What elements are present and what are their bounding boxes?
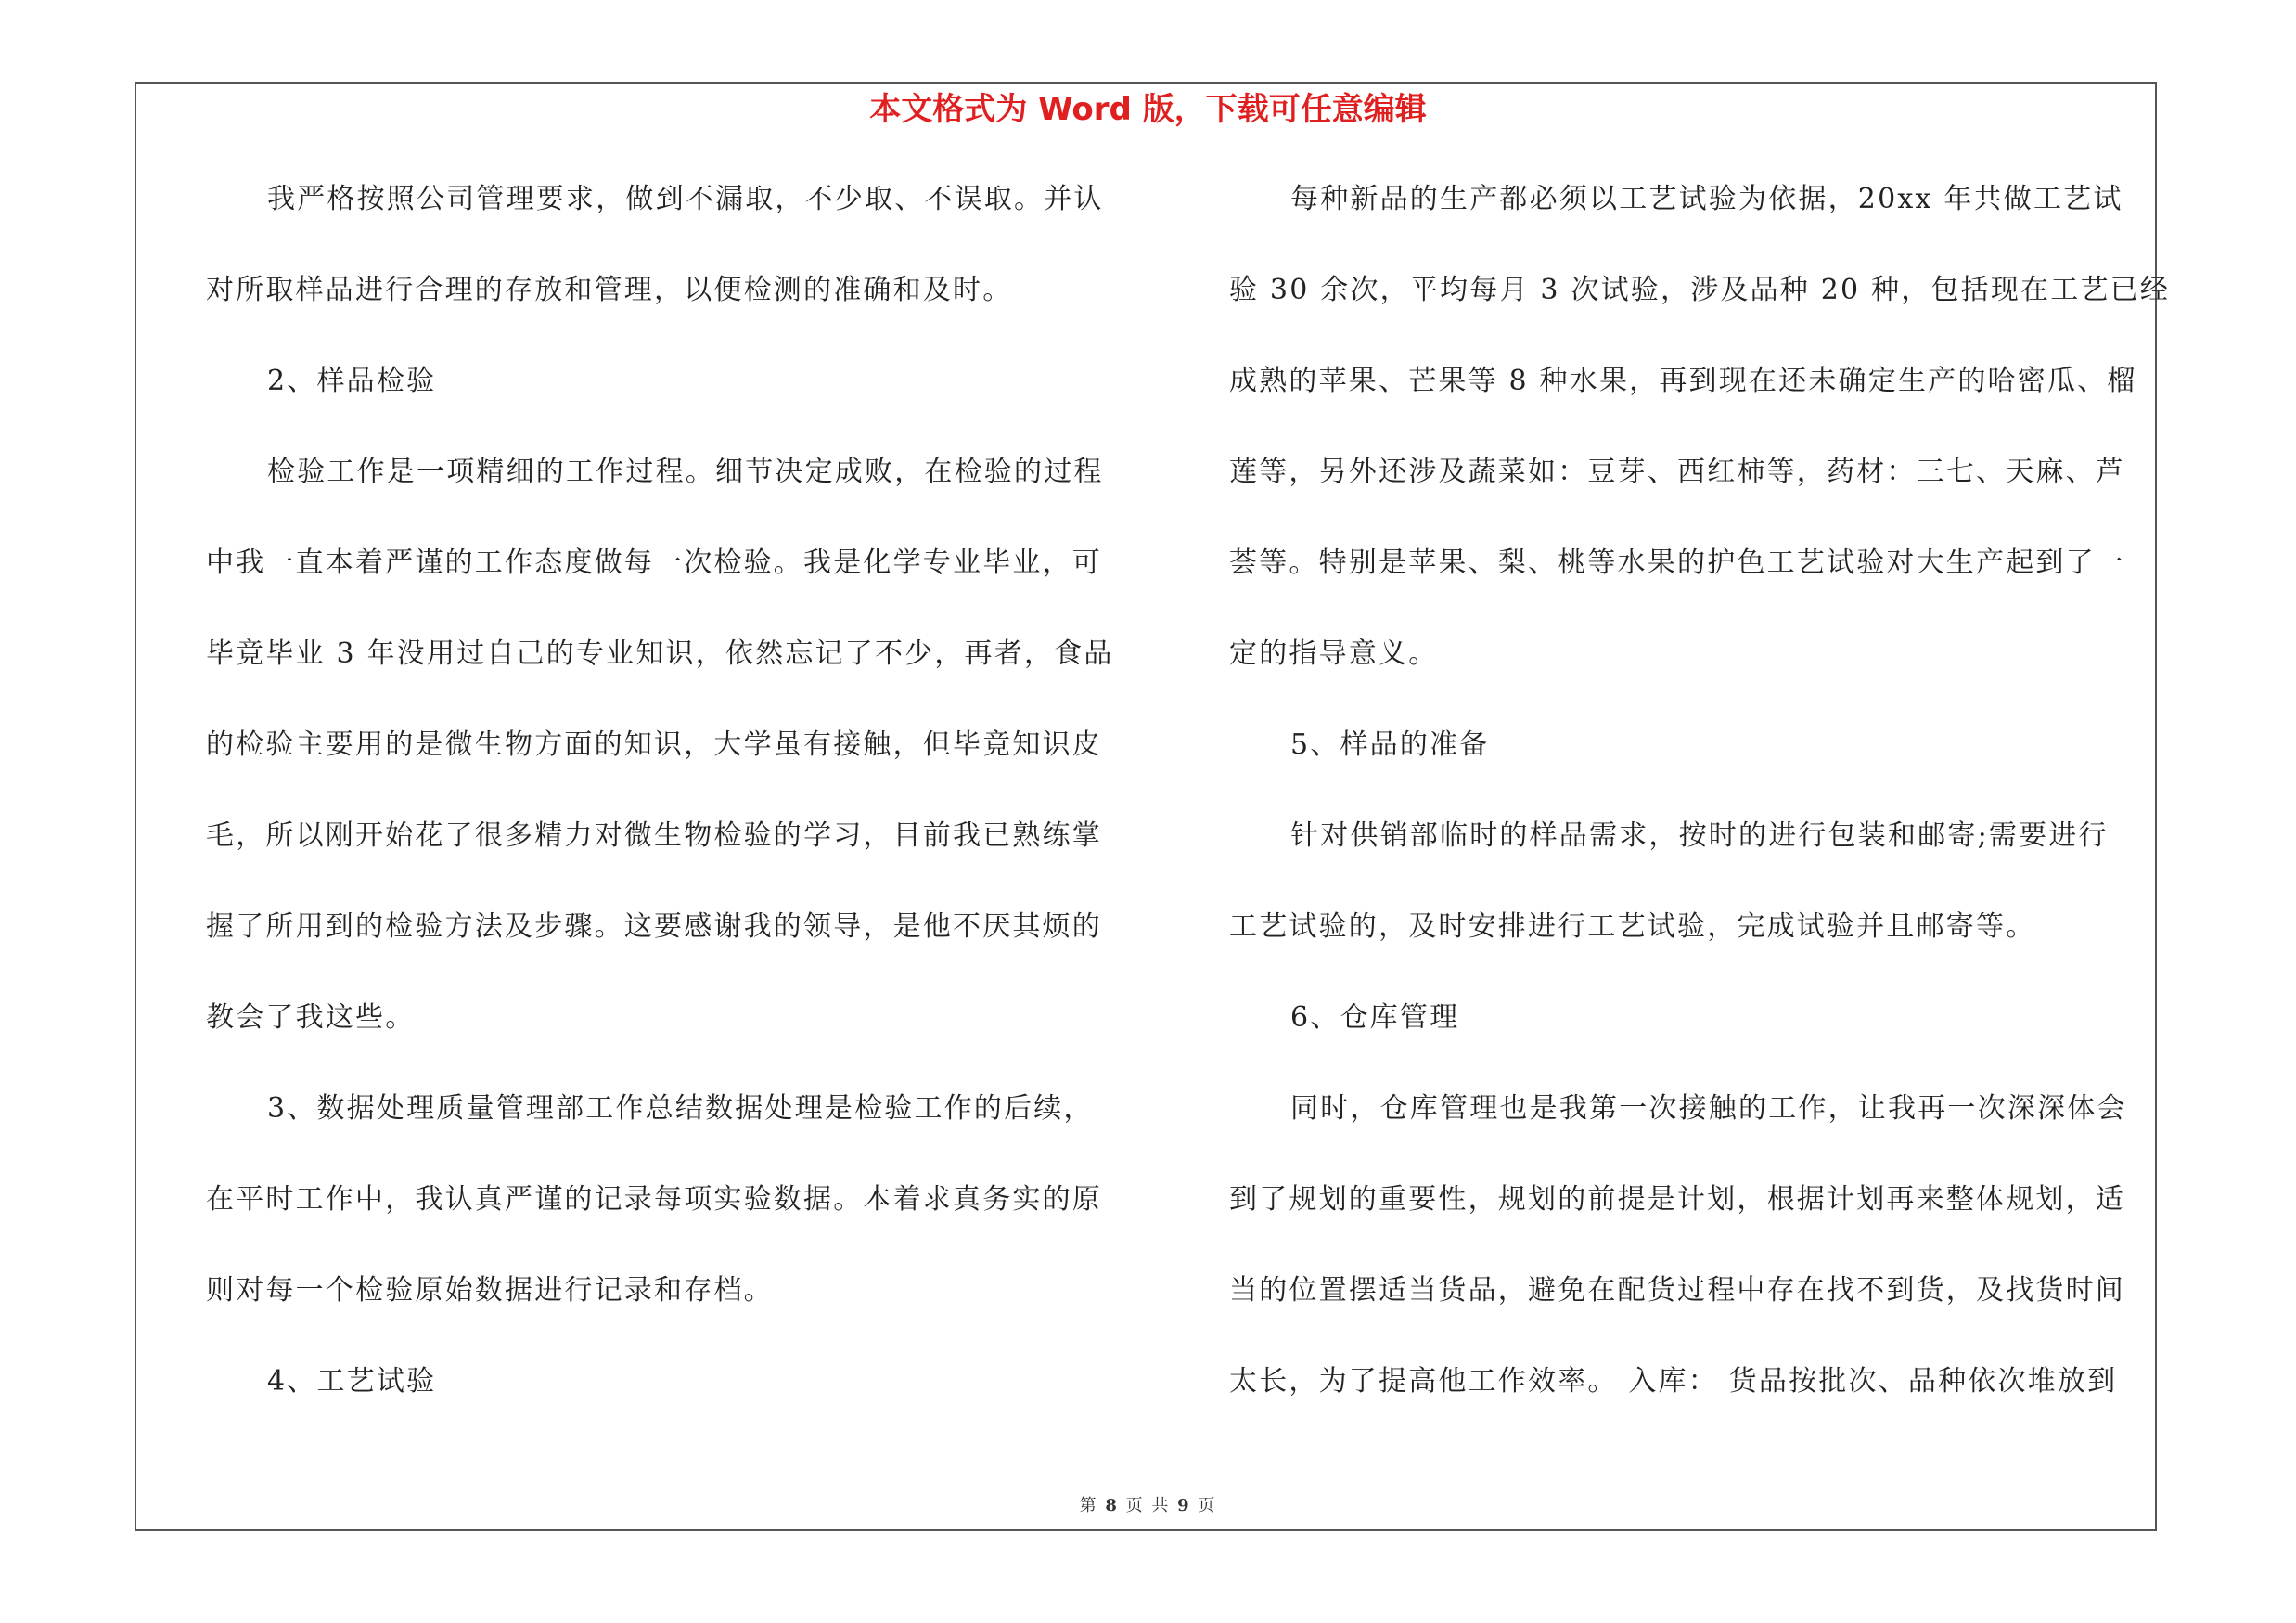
text-line: 则对每一个检验原始数据进行记录和存档。 <box>206 1274 774 1307</box>
text-line: 6、仓库管理 <box>1290 1001 1460 1034</box>
text-line: 同时，仓库管理也是我第一次接触的工作，让我再一次深深体会 <box>1290 1092 2127 1125</box>
format-banner: 本文格式为 Word 版，下载可任意编辑 <box>869 91 1427 128</box>
text-line: 对所取样品进行合理的存放和管理，以便检测的准确和及时。 <box>206 274 1013 306</box>
text-line: 成熟的苹果、芒果等 8 种水果，再到现在还未确定生产的哈密瓜、榴 <box>1229 365 2137 397</box>
footer-total-pages: 9 <box>1177 1496 1191 1515</box>
text-line: 检验工作是一项精细的工作过程。细节决定成败，在检验的过程 <box>267 456 1104 488</box>
footer-prefix: 第 <box>1079 1496 1098 1515</box>
footer-middle: 页 共 <box>1125 1496 1171 1515</box>
text-line: 荟等。特别是苹果、梨、桃等水果的护色工艺试验对大生产起到了一 <box>1229 547 2125 579</box>
text-line: 3、数据处理质量管理部工作总结数据处理是检验工作的后续， <box>267 1092 1094 1125</box>
text-line: 中我一直本着严谨的工作态度做每一次检验。我是化学专业毕业，可 <box>206 547 1102 579</box>
page-footer <box>0 1492 2296 1516</box>
text-line: 的检验主要用的是微生物方面的知识，大学虽有接触，但毕竟知识皮 <box>206 728 1102 761</box>
text-line: 握了所用到的检验方法及步骤。这要感谢我的领导，是他不厌其烦的 <box>206 910 1102 943</box>
footer-page-number: 8 <box>1105 1496 1119 1515</box>
text-line: 教会了我这些。 <box>206 1001 416 1034</box>
left-column <box>206 181 1124 1454</box>
text-line: 莲等，另外还涉及蔬菜如：豆芽、西红柿等，药材：三七、天麻、芦 <box>1229 456 2125 488</box>
text-line: 太长，为了提高他工作效率。 入库： 货品按批次、品种依次堆放到 <box>1229 1365 2118 1398</box>
text-line: 针对供销部临时的样品需求，按时的进行包装和邮寄;需要进行 <box>1290 819 2109 852</box>
text-line: 毛，所以刚开始花了很多精力对微生物检验的学习，目前我已熟练掌 <box>206 819 1102 852</box>
text-line: 我严格按照公司管理要求，做到不漏取，不少取、不误取。并认 <box>267 183 1104 215</box>
text-line: 每种新品的生产都必须以工艺试验为依据，20xx 年共做工艺试 <box>1290 183 2123 215</box>
text-line: 毕竟毕业 3 年没用过自己的专业知识，依然忘记了不少，再者，食品 <box>206 638 1114 670</box>
right-column <box>1229 181 2171 1454</box>
text-line: 验 30 余次，平均每月 3 次试验，涉及品种 20 种，包括现在工艺已经 <box>1229 274 2171 306</box>
text-line: 定的指导意义。 <box>1229 638 1439 670</box>
footer-suffix: 页 <box>1198 1496 1217 1515</box>
text-line: 当的位置摆适当货品，避免在配货过程中存在找不到货，及找货时间 <box>1229 1274 2125 1307</box>
text-line: 2、样品检验 <box>267 365 437 397</box>
text-line: 5、样品的准备 <box>1290 728 1490 761</box>
text-line: 4、工艺试验 <box>267 1365 437 1398</box>
text-line: 工艺试验的，及时安排进行工艺试验，完成试验并且邮寄等。 <box>1229 910 2036 943</box>
text-line: 到了规划的重要性，规划的前提是计划，根据计划再来整体规划，适 <box>1229 1183 2125 1216</box>
text-line: 在平时工作中，我认真严谨的记录每项实验数据。本着求真务实的原 <box>206 1183 1102 1216</box>
